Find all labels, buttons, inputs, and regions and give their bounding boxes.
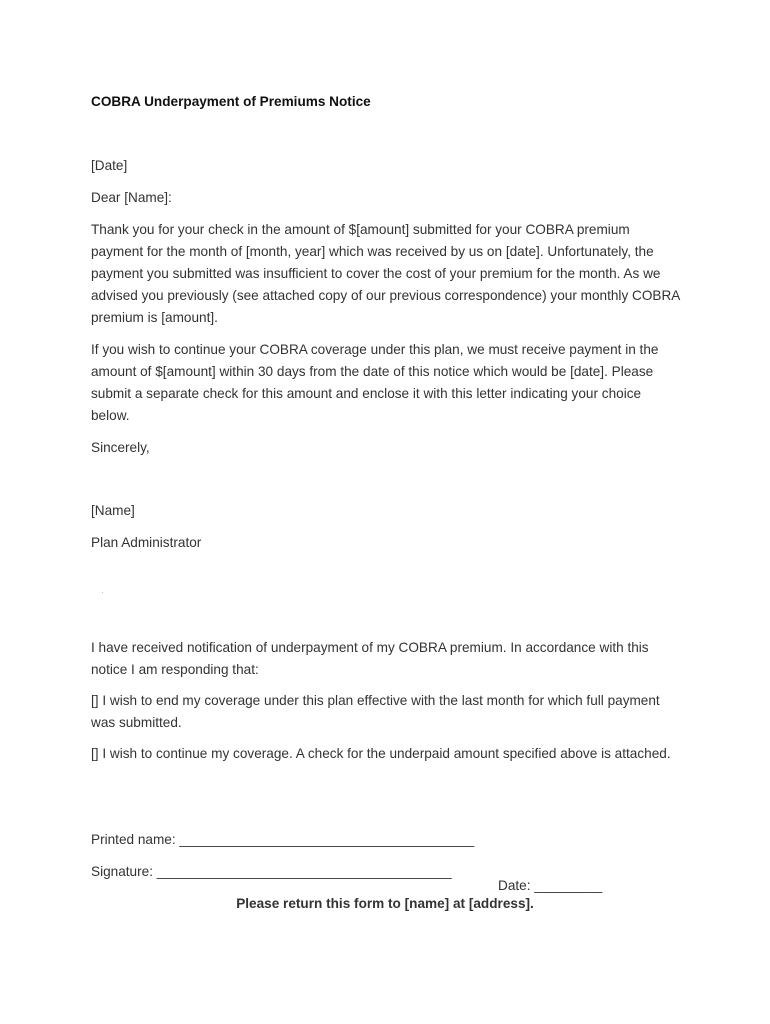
signature-field[interactable]: Signature: _______________________________________ <box>91 864 452 879</box>
signer-title: Plan Administrator <box>91 535 202 550</box>
closing: Sincerely, <box>91 440 150 455</box>
return-instruction: Please return this form to [name] at [address]. <box>236 896 534 911</box>
document-title: COBRA Underpayment of Premiums Notice <box>91 94 371 109</box>
acknowledgement-paragraph: I have received notification of underpayment of my COBRA premium. In accordance with this notice I am responding that: <box>91 640 649 677</box>
date-field[interactable]: Date: _________ <box>498 877 603 893</box>
printed-name-field[interactable]: Printed name: _______________________________________ <box>91 832 475 847</box>
date-placeholder: [Date] <box>91 158 128 173</box>
option-continue-coverage[interactable]: [] I wish to continue my coverage. A check for the underpaid amount specified above is attached. <box>91 746 671 761</box>
salutation: Dear [Name]: <box>91 190 172 205</box>
paragraph-payment-request: If you wish to continue your COBRA coverage under this plan, we must receive payment in the amount of $[amount] within 30 days from the date of this notice which would be [date]. Please submit a separate check for this amount and enclose it with this letter indicating your choice below. <box>91 342 659 423</box>
page-mark <box>102 592 103 593</box>
option-end-coverage[interactable]: [] I wish to end my coverage under this plan effective with the last month for which full payment was submitted. <box>91 693 660 730</box>
paragraph-payment-received: Thank you for your check in the amount of $[amount] submitted for your COBRA premium payment for the month of [month, year] which was received by us on [date]. Unfortunately, the payment you submitted was insufficient to cover the cost of your premium for the month. As we advised you previously (see attached copy of our previous correspondence) your monthly COBRA premium is [amount]. <box>91 222 680 325</box>
signer-name: [Name] <box>91 503 135 518</box>
